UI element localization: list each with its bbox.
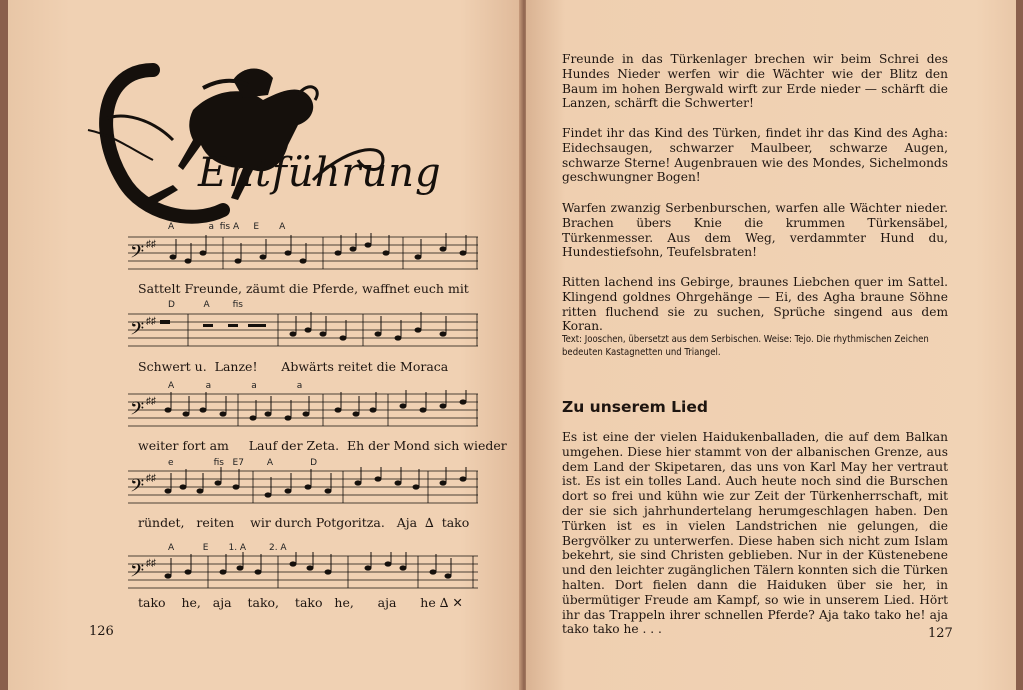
source-note: Text: Jooschen, übersetzt aus dem Serbischen. Weise: Tejo. Die rhythmischen Zeichen bedeuten Kastagnetten und Triangel. — [562, 334, 929, 358]
chord-line: A a fis A E A — [168, 222, 286, 232]
page-number: 126 — [89, 624, 114, 639]
page-number: 127 — [928, 626, 953, 641]
verse-paragraph: Freunde in das Türkenlager brechen wir beim Schrei des Hundes Nieder werfen wir die Wächter wie der Blitz den Baum im hohen Bergwald wirft zur Erde nieder — schärft die Lanzen, schärft die Schwerter! — [562, 52, 948, 111]
svg-text:♯♯: ♯♯ — [146, 239, 156, 250]
chord-line: A E 1. A 2. A — [168, 543, 287, 553]
body-text: Es ist eine der vielen Haidukenballaden, die auf dem Balkan umgehen. Diese hier stammt von der albanischen Grenze, aus dem Land der Skipetaren, das uns von Karl May her vertraut ist. Es ist ein tolles Land. Auch heute noch sind die Burschen dort so frei und kühn wie zur Zeit der Türkenherrschaft, mit der sie sich jahrhundertelang herumgeschlagen haben. Den Türken ist es in vielen Landstrichen nie gelungen, die Bergvölker zu unterwerfen. Diese haben sich nicht zum Islam bekehrt, sie sind Christen geblieben. Nur in der Küstenebene und den leichter zugänglichen Tälern konnten sich die Türken halten. Dort fielen dann die Haiduken über sie her, in übermütiger Freude am Kampf, so wie in unserem Lied. Hört ihr das Trappeln ihrer schnellen Pferde? Aja tako tako he! aja tako tako he . . . — [562, 430, 948, 637]
lyrics-line: ründet, reiten wir durch Potgoritza. Aja ∆ tako — [138, 515, 470, 530]
svg-text:♯♯: ♯♯ — [146, 316, 156, 327]
svg-text:𝄢: 𝄢 — [130, 242, 145, 267]
lyrics-line: weiter fort am Lauf der Zeta. Eh der Mond sich wieder — [138, 438, 507, 453]
svg-text:𝄢: 𝄢 — [130, 475, 145, 500]
section-heading: Zu unserem Lied — [562, 398, 708, 416]
svg-text:♯♯: ♯♯ — [146, 473, 156, 484]
lyrics-line: tako he, aja tako, tako he, aja he ∆ ✕ — [138, 595, 463, 610]
chord-line: A a a a — [168, 381, 303, 391]
lyrics-line: Schwert u. Lanze! Abwärts reitet die Moraca — [138, 359, 449, 374]
music-staff — [128, 467, 478, 509]
left-page — [8, 0, 522, 690]
song-title: Entführung — [198, 150, 442, 196]
svg-text:♯♯: ♯♯ — [146, 396, 156, 407]
music-staff — [128, 233, 478, 275]
svg-text:𝄢: 𝄢 — [130, 318, 145, 343]
rider-illustration — [83, 50, 493, 240]
music-staff — [128, 552, 478, 594]
verse-paragraph: Ritten lachend ins Gebirge, braunes Liebchen quer im Sattel. Klingend goldnes Ohrgehänge — Ei, des Agha braune Söhne ritten fluchend sie zu suchen, Sprüche singend aus dem Koran. — [562, 275, 948, 334]
right-page — [526, 0, 1016, 690]
svg-text:♯♯: ♯♯ — [146, 558, 156, 569]
svg-text:𝄢: 𝄢 — [130, 560, 145, 585]
music-staff — [128, 390, 478, 432]
music-staff — [128, 310, 478, 352]
lyrics-line: Sattelt Freunde, zäumt die Pferde, waffnet euch mit — [138, 281, 469, 296]
verse-paragraph: Findet ihr das Kind des Türken, findet ihr das Kind des Agha: Eidechsaugen, schwarzer Maulbeer, schwarze Augen, schwarze Sterne! Augenbrauen wie des Mondes, Sichelmonds geschwungner Bogen! — [562, 126, 948, 185]
chord-line: e fis E7 A D — [168, 458, 318, 468]
verse-paragraph: Warfen zwanzig Serbenburschen, warfen alle Wächter nieder. Brachen übers Knie die krummen Türkensäbel, Türkenmesser. Aus dem Weg, verdammter Hund du, Hundestiefsohn, Teufelsbraten! — [562, 201, 948, 260]
chord-line: D A fis — [168, 300, 243, 310]
svg-text:𝄢: 𝄢 — [130, 398, 145, 423]
